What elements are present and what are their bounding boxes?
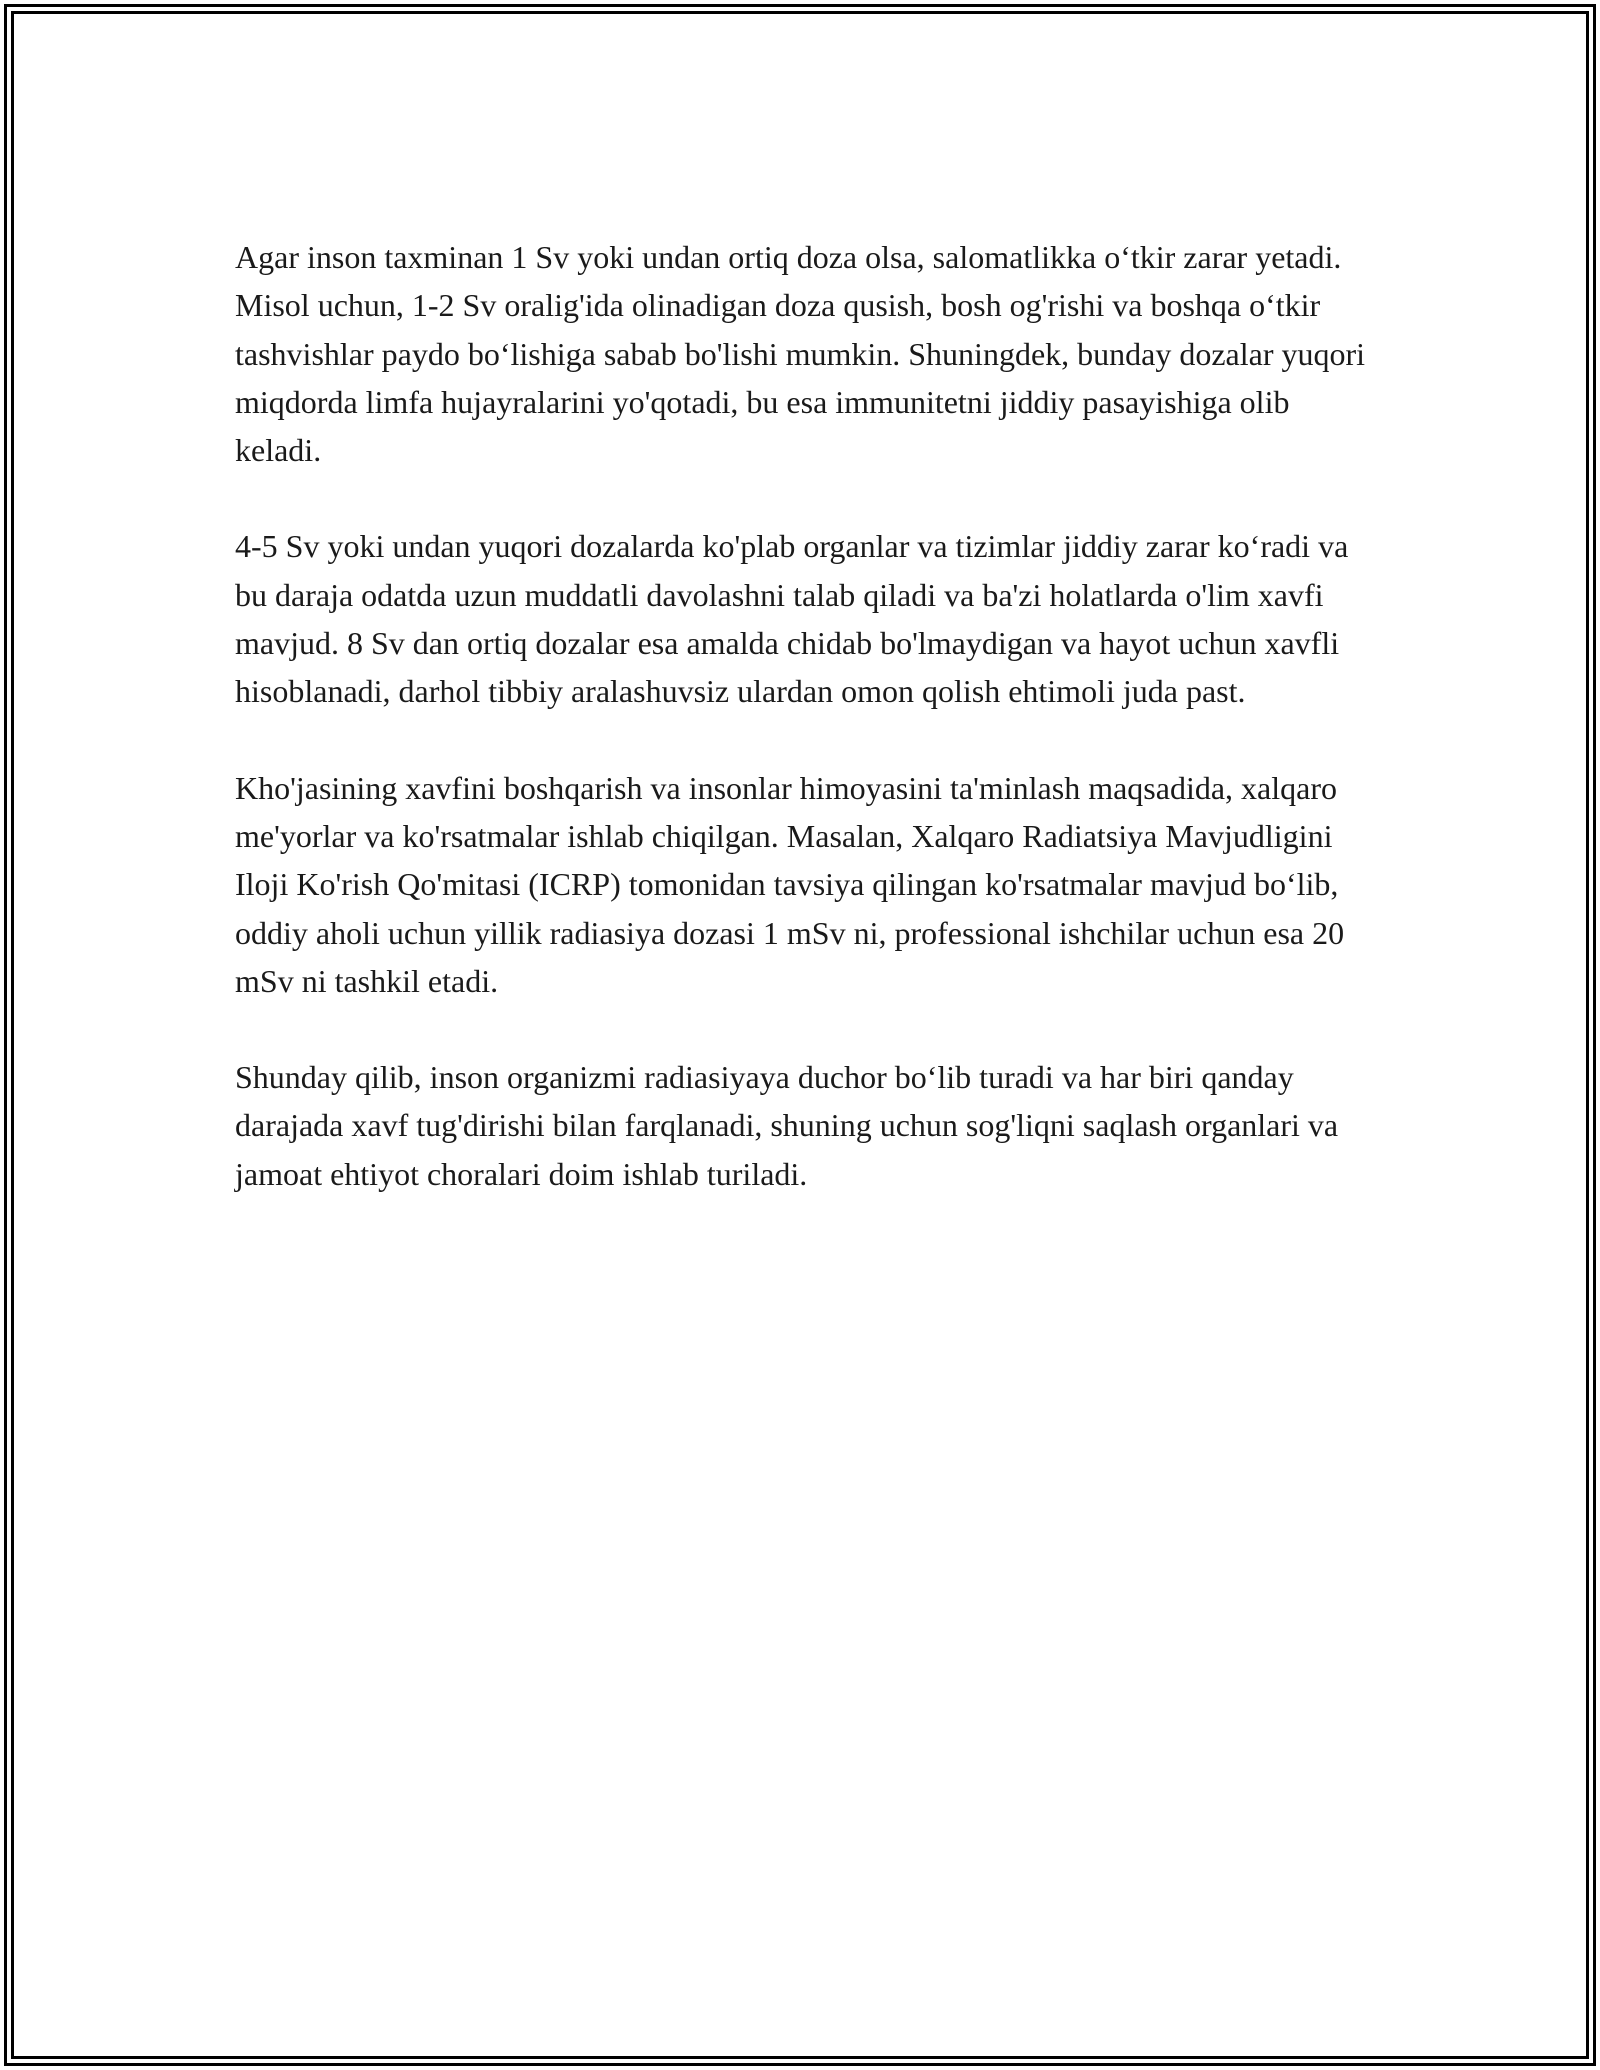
- paragraph-2: 4-5 Sv yoki undan yuqori dozalarda ko'plab organlar va tizimlar jiddiy zarar ko‘radi va bu daraja odatda uzun muddatli davolashni talab qiladi va ba'zi holatlarda o'lim xavfi mavjud. 8 Sv dan ortiq dozalar esa amalda chidab bo'lmaydigan va hayot uchun xavfli hisoblanadi, darhol tibbiy aralashuvsiz ulardan omon qolish ehtimoli juda past.: [235, 528, 1349, 710]
- paragraph-4: Shunday qilib, inson organizmi radiasiyaya duchor bo‘lib turadi va har biri qanday darajada xavf tug'dirishi bilan farqlanadi, shuning uchun sog'liqni saqlash organlari va jamoat ehtiyot choralari doim ishlab turiladi.: [235, 1059, 1339, 1192]
- paragraph-3: Kho'jasining xavfini boshqarish va insonlar himoyasini ta'minlash maqsadida, xalqaro me'yorlar va ko'rsatmalar ishlab chiqilgan. Masalan, Xalqaro Radiatsiya Mavjudligini Iloji Ko'rish Qo'mitasi (ICRP) tomonidan tavsiya qilingan ko'rsatmalar mavjud bo‘lib, oddiy aholi uchun yillik radiasiya dozasi 1 mSv ni, professional ishchilar uchun esa 20 mSv ni tashkil etadi.: [235, 769, 1345, 999]
- document-body: [235, 233, 1375, 1246]
- paragraph-1: Agar inson taxminan 1 Sv yoki undan ortiq doza olsa, salomatlikka o‘tkir zarar yetadi. Misol uchun, 1-2 Sv oralig'ida olinadigan doza qusish, bosh og'rishi va boshqa o‘tkir tashvishlar paydo bo‘lishiga sabab bo'lishi mumkin. Shuningdek, bunday dozalar yuqori miqdorda limfa hujayralarini yo'qotadi, bu esa immunitetni jiddiy pasayishiga olib keladi.: [235, 239, 1366, 469]
